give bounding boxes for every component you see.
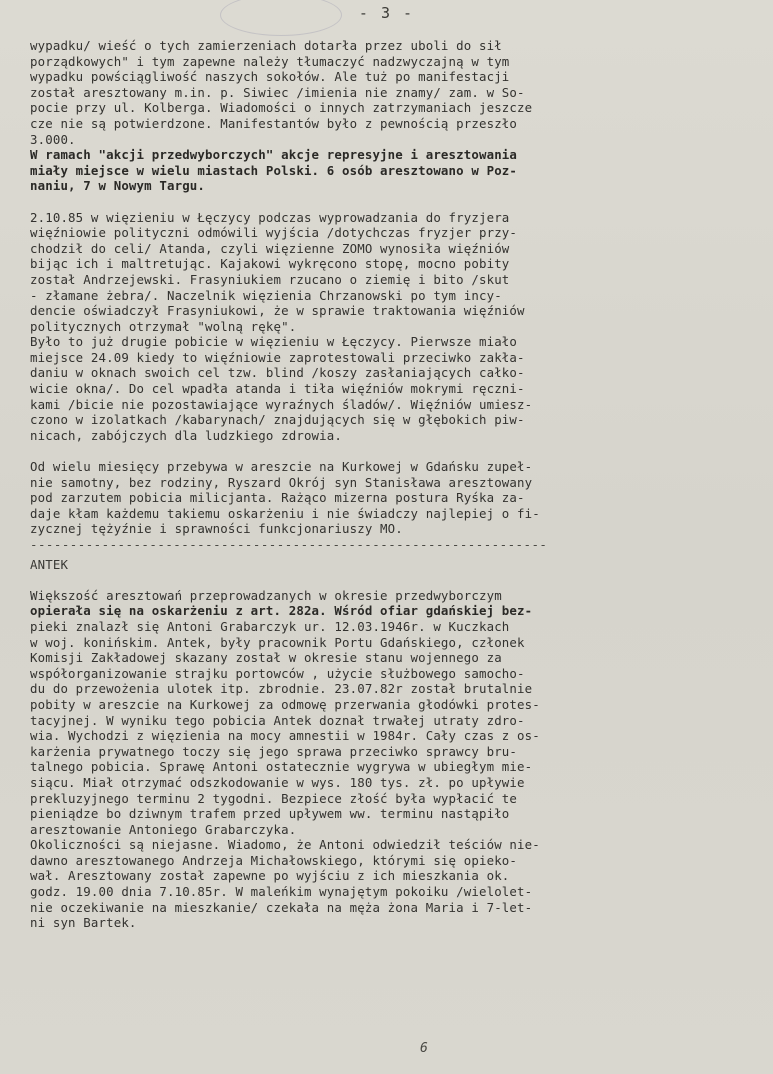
text-line: Było to już drugie pobicie w więzieniu w Łęczycy. Pierwsze miało (30, 334, 518, 350)
text-line: porządkowych" i tym zapewne należy tłumaczyć nadzwyczajną w tym (30, 53, 510, 69)
text-line: wypadku/ wieść o tych zamierzeniach dotarła przez uboli do sił (30, 38, 502, 53)
text-line: tacyjnej. W wyniku tego pobicia Antek doznał trwałej utraty zdro- (30, 712, 525, 728)
text-line: dawno aresztowanego Andrzeja Michałowskiego, którymi się opieko- (30, 852, 518, 868)
text-line: talnego pobicia. Sprawę Antoni ostatecznie wygrywa w ubiegłym mie- (30, 759, 533, 775)
paragraph-gap (30, 443, 745, 459)
text-line: prekluzyjnego terminu 2 tygodni. Bezpiece złość była wypłacić te (30, 790, 518, 806)
text-line: wypadku powściągliwość naszych sokołów. Ale tuż po manifestacji (30, 69, 510, 85)
text-line: bijąc ich i maltretując. Kajakowi wykręcono stopę, mocno pobity (30, 256, 510, 272)
text-line: miały miejsce w wielu miastach Polski. 6 osób aresztowano w Poz- (30, 162, 518, 178)
text-line: wicie okna/. Do cel wpadła atanda i tiła więźniów mokrymi ręczni- (30, 381, 525, 397)
text-line: W ramach "akcji przedwyborczych" akcje represyjne i aresztowania (30, 147, 518, 163)
text-line: zycznej tężyźnie i sprawności funkcjonariuszy MO. (30, 521, 403, 537)
text-line: pod zarzutem pobicia milicjanta. Rażąco mizerna postura Ryśka za- (30, 490, 525, 506)
text-line: opierała się na oskarżeniu z art. 282a. Wśród ofiar gdańskiej bez- (30, 603, 533, 619)
text-line: karżenia prywatnego toczy się jego sprawa przeciwko sprawcy bru- (30, 743, 518, 759)
text-line: pieniądze bo dziwnym trafem przed upływem ww. terminu nastąpiło (30, 806, 510, 822)
text-line: Od wielu miesięcy przebywa w areszcie na Kurkowej w Gdańsku zupeł- (30, 459, 533, 475)
section-divider: ----------------------------------------------------------------- (30, 537, 548, 552)
footer-page-mark: 6 (420, 1041, 428, 1056)
text-line: Okoliczności są niejasne. Wiadomo, że Antoni odwiedził teściów nie- (30, 837, 540, 853)
text-line: nie samotny, bez rodziny, Ryszard Okrój syn Stanisława aresztowany (30, 474, 533, 490)
text-line: dencie oświadczył Frasyniukowi, że w sprawie traktowania więźniów (30, 303, 525, 319)
text-line: du do przewożenia ulotek itp. zbrodnie. 23.07.82r został brutalnie (30, 681, 533, 697)
section-heading: ANTEK (30, 556, 69, 572)
text-line: pobity w areszcie na Kurkowej za odmowę przerwania głodówki protes- (30, 696, 540, 712)
text-line: więźniowie polityczni odmówili wyjścia /dotychczas fryzjer przy- (30, 225, 518, 241)
page-number: - 3 - (358, 4, 415, 22)
text-line: pieki znalazł się Antoni Grabarczyk ur. 12.03.1946r. w Kuczkach (30, 618, 510, 634)
text-line: Większość aresztowań przeprowadzanych w okresie przedwyborczym (30, 587, 502, 603)
text-line: Komisji Zakładowej skazany został w okresie stanu wojennego za (30, 650, 502, 666)
text-line: został aresztowany m.in. p. Siwiec /imienia nie znamy/ zam. w So- (30, 84, 525, 100)
text-line: godz. 19.00 dnia 7.10.85r. W maleńkim wynajętym pokoiku /wielolet- (30, 884, 533, 900)
text-line: aresztowanie Antoniego Grabarczyka. (30, 821, 297, 837)
text-line: wał. Aresztowany został zapewne po wyjściu z ich mieszkania ok. (30, 868, 510, 884)
paragraph-gap (30, 194, 745, 210)
text-line: został Andrzejewski. Frasyniukiem rzucano o ziemię i bito /skut (30, 271, 510, 287)
text-line: 2.10.85 w więzieniu w Łęczycy podczas wyprowadzania do fryzjera (30, 209, 510, 225)
text-line: chodził do celi/ Atanda, czyli więzienne ZOMO wynosiła więźniów (30, 240, 510, 256)
text-line: ni syn Bartek. (30, 915, 137, 931)
text-line: naniu, 7 w Nowym Targu. (30, 178, 206, 194)
text-line: czono w izolatkach /kabarynach/ znajdujących się w głębokich piw- (30, 412, 525, 428)
text-line: nicach, zabójczych dla ludzkiego zdrowia. (30, 427, 343, 443)
text-line: kami /bicie nie pozostawiające wyraźnych śladów/. Więźniów umiesz- (30, 396, 533, 412)
text-line: politycznych otrzymał "wolną rękę". (30, 318, 297, 334)
text-line: miejsce 24.09 kiedy to więźniowie zaprotestowali przeciwko zakła- (30, 349, 525, 365)
text-line: siącu. Miał otrzymać odszkodowanie w wys. 180 tys. zł. po upływie (30, 774, 525, 790)
text-line: 3.000. (30, 131, 76, 147)
text-line: w woj. konińskim. Antek, były pracownik Portu Gdańskiego, członek (30, 634, 525, 650)
paragraph-gap (30, 572, 745, 588)
text-line: wia. Wychodzi z więzienia na mocy amnestii w 1984r. Cały czas z os- (30, 728, 540, 744)
text-line: - złamane żebra/. Naczelnik więzienia Chrzanowski po tym incy- (30, 287, 502, 303)
text-line: cze nie są potwierdzone. Manifestantów było z pewnością przeszło (30, 115, 518, 131)
text-line: pocie przy ul. Kolberga. Wiadomości o innych zatrzymaniach jeszcze (30, 100, 533, 116)
document-body (30, 38, 745, 931)
text-line: daniu w oknach swoich cel tzw. blind /koszy zasłaniających całko- (30, 365, 525, 381)
text-line: daje kłam każdemu takiemu oskarżeniu i nie świadczy najlepiej o fi- (30, 505, 540, 521)
text-line: współorganizowanie strajku portowców , użycie służbowego samocho- (30, 665, 525, 681)
text-line: nie oczekiwanie na mieszkanie/ czekała na męża żona Maria i 7-let- (30, 899, 533, 915)
